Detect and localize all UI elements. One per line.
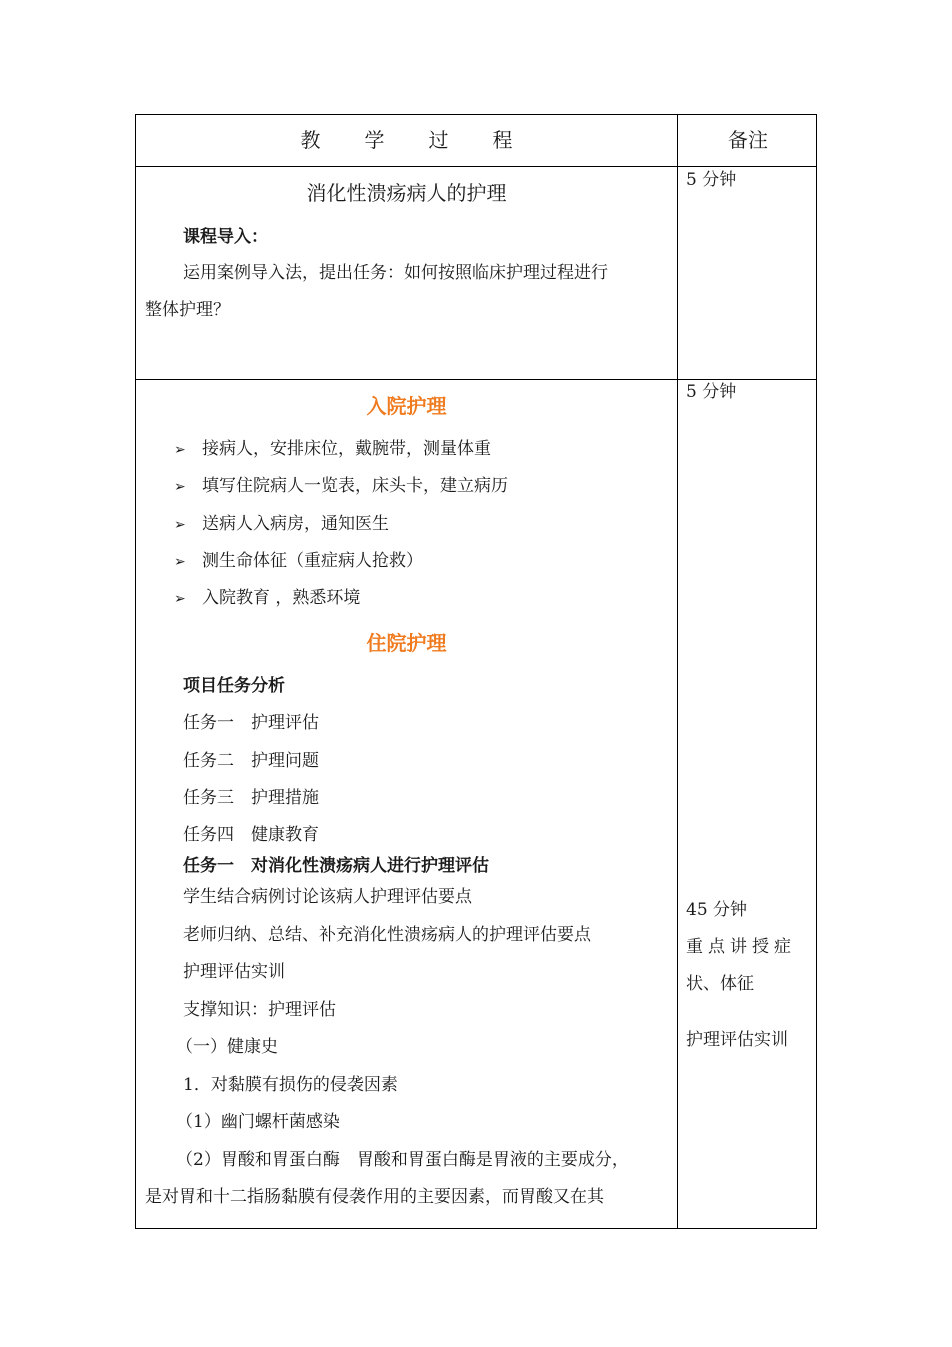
bullet-arrow-icon: ➢	[174, 591, 186, 607]
list-item	[174, 514, 389, 535]
lesson-plan-table	[135, 114, 817, 1229]
body-line: （一）健康史	[176, 1037, 278, 1057]
list-item	[174, 551, 423, 572]
list-item-text: 送病人入病房，通知医生	[201, 514, 389, 534]
body-line: 老师归纳、总结、补充消化性溃疡病人的护理评估要点	[183, 925, 591, 945]
list-item	[174, 476, 508, 497]
bullet-arrow-icon: ➢	[174, 554, 186, 570]
body-line: （1）幽门螺杆菌感染	[176, 1112, 340, 1132]
section-divider	[136, 379, 816, 380]
bullet-arrow-icon: ➢	[174, 442, 186, 458]
task-item: 任务三 护理措施	[183, 788, 319, 808]
intro-line: 整体护理？	[145, 300, 230, 320]
note-practice: 护理评估实训	[686, 1030, 788, 1050]
body-line: 是对胃和十二指肠黏膜有侵袭作用的主要因素，而胃酸又在其	[145, 1187, 604, 1207]
task1-heading: 任务一 对消化性溃疡病人进行护理评估	[183, 856, 489, 876]
intro-label: 课程导入：	[183, 227, 268, 247]
list-item-text: 测生命体征（重症病人抢救）	[201, 551, 423, 571]
column-divider	[677, 115, 678, 1228]
body-line: （2）胃酸和胃蛋白酶 胃酸和胃蛋白酶是胃液的主要成分，	[176, 1150, 629, 1170]
header-notes: 备注	[728, 128, 768, 152]
list-item	[174, 439, 491, 460]
body-line: 支撑知识：护理评估	[183, 1000, 336, 1020]
bullet-arrow-icon: ➢	[174, 517, 186, 533]
note-time: 45 分钟	[686, 900, 748, 920]
intro-line: 运用案例导入法，提出任务：如何按照临床护理过程进行	[183, 263, 608, 283]
admission-title: 入院护理	[366, 394, 447, 418]
body-line: 护理评估实训	[183, 962, 285, 982]
bullet-arrow-icon: ➢	[174, 479, 186, 495]
header-divider	[136, 166, 816, 167]
task-item: 任务四 健康教育	[183, 825, 319, 845]
body-line: 学生结合病例讨论该病人护理评估要点	[183, 887, 472, 907]
note-time: 5 分钟	[686, 382, 737, 402]
note-focus: 重点讲授症	[686, 937, 796, 957]
note-time: 5 分钟	[686, 170, 737, 190]
list-item	[174, 588, 360, 609]
list-item-text: 入院教育 ，熟悉环境	[201, 588, 361, 608]
body-line: 1．对黏膜有损伤的侵袭因素	[183, 1075, 398, 1095]
list-item-text: 填写住院病人一览表，床头卡，建立病历	[201, 476, 508, 496]
inpatient-title: 住院护理	[366, 631, 447, 655]
lesson-title: 消化性溃疡病人的护理	[306, 181, 507, 205]
list-item-text: 接病人，安排床位，戴腕带，测量体重	[201, 439, 491, 459]
note-focus: 状、体征	[686, 974, 754, 994]
analysis-label: 项目任务分析	[183, 676, 285, 696]
task-item: 任务二 护理问题	[183, 751, 319, 771]
task-item: 任务一 护理评估	[183, 713, 319, 733]
header-teaching-process: 教学过程	[300, 128, 557, 152]
